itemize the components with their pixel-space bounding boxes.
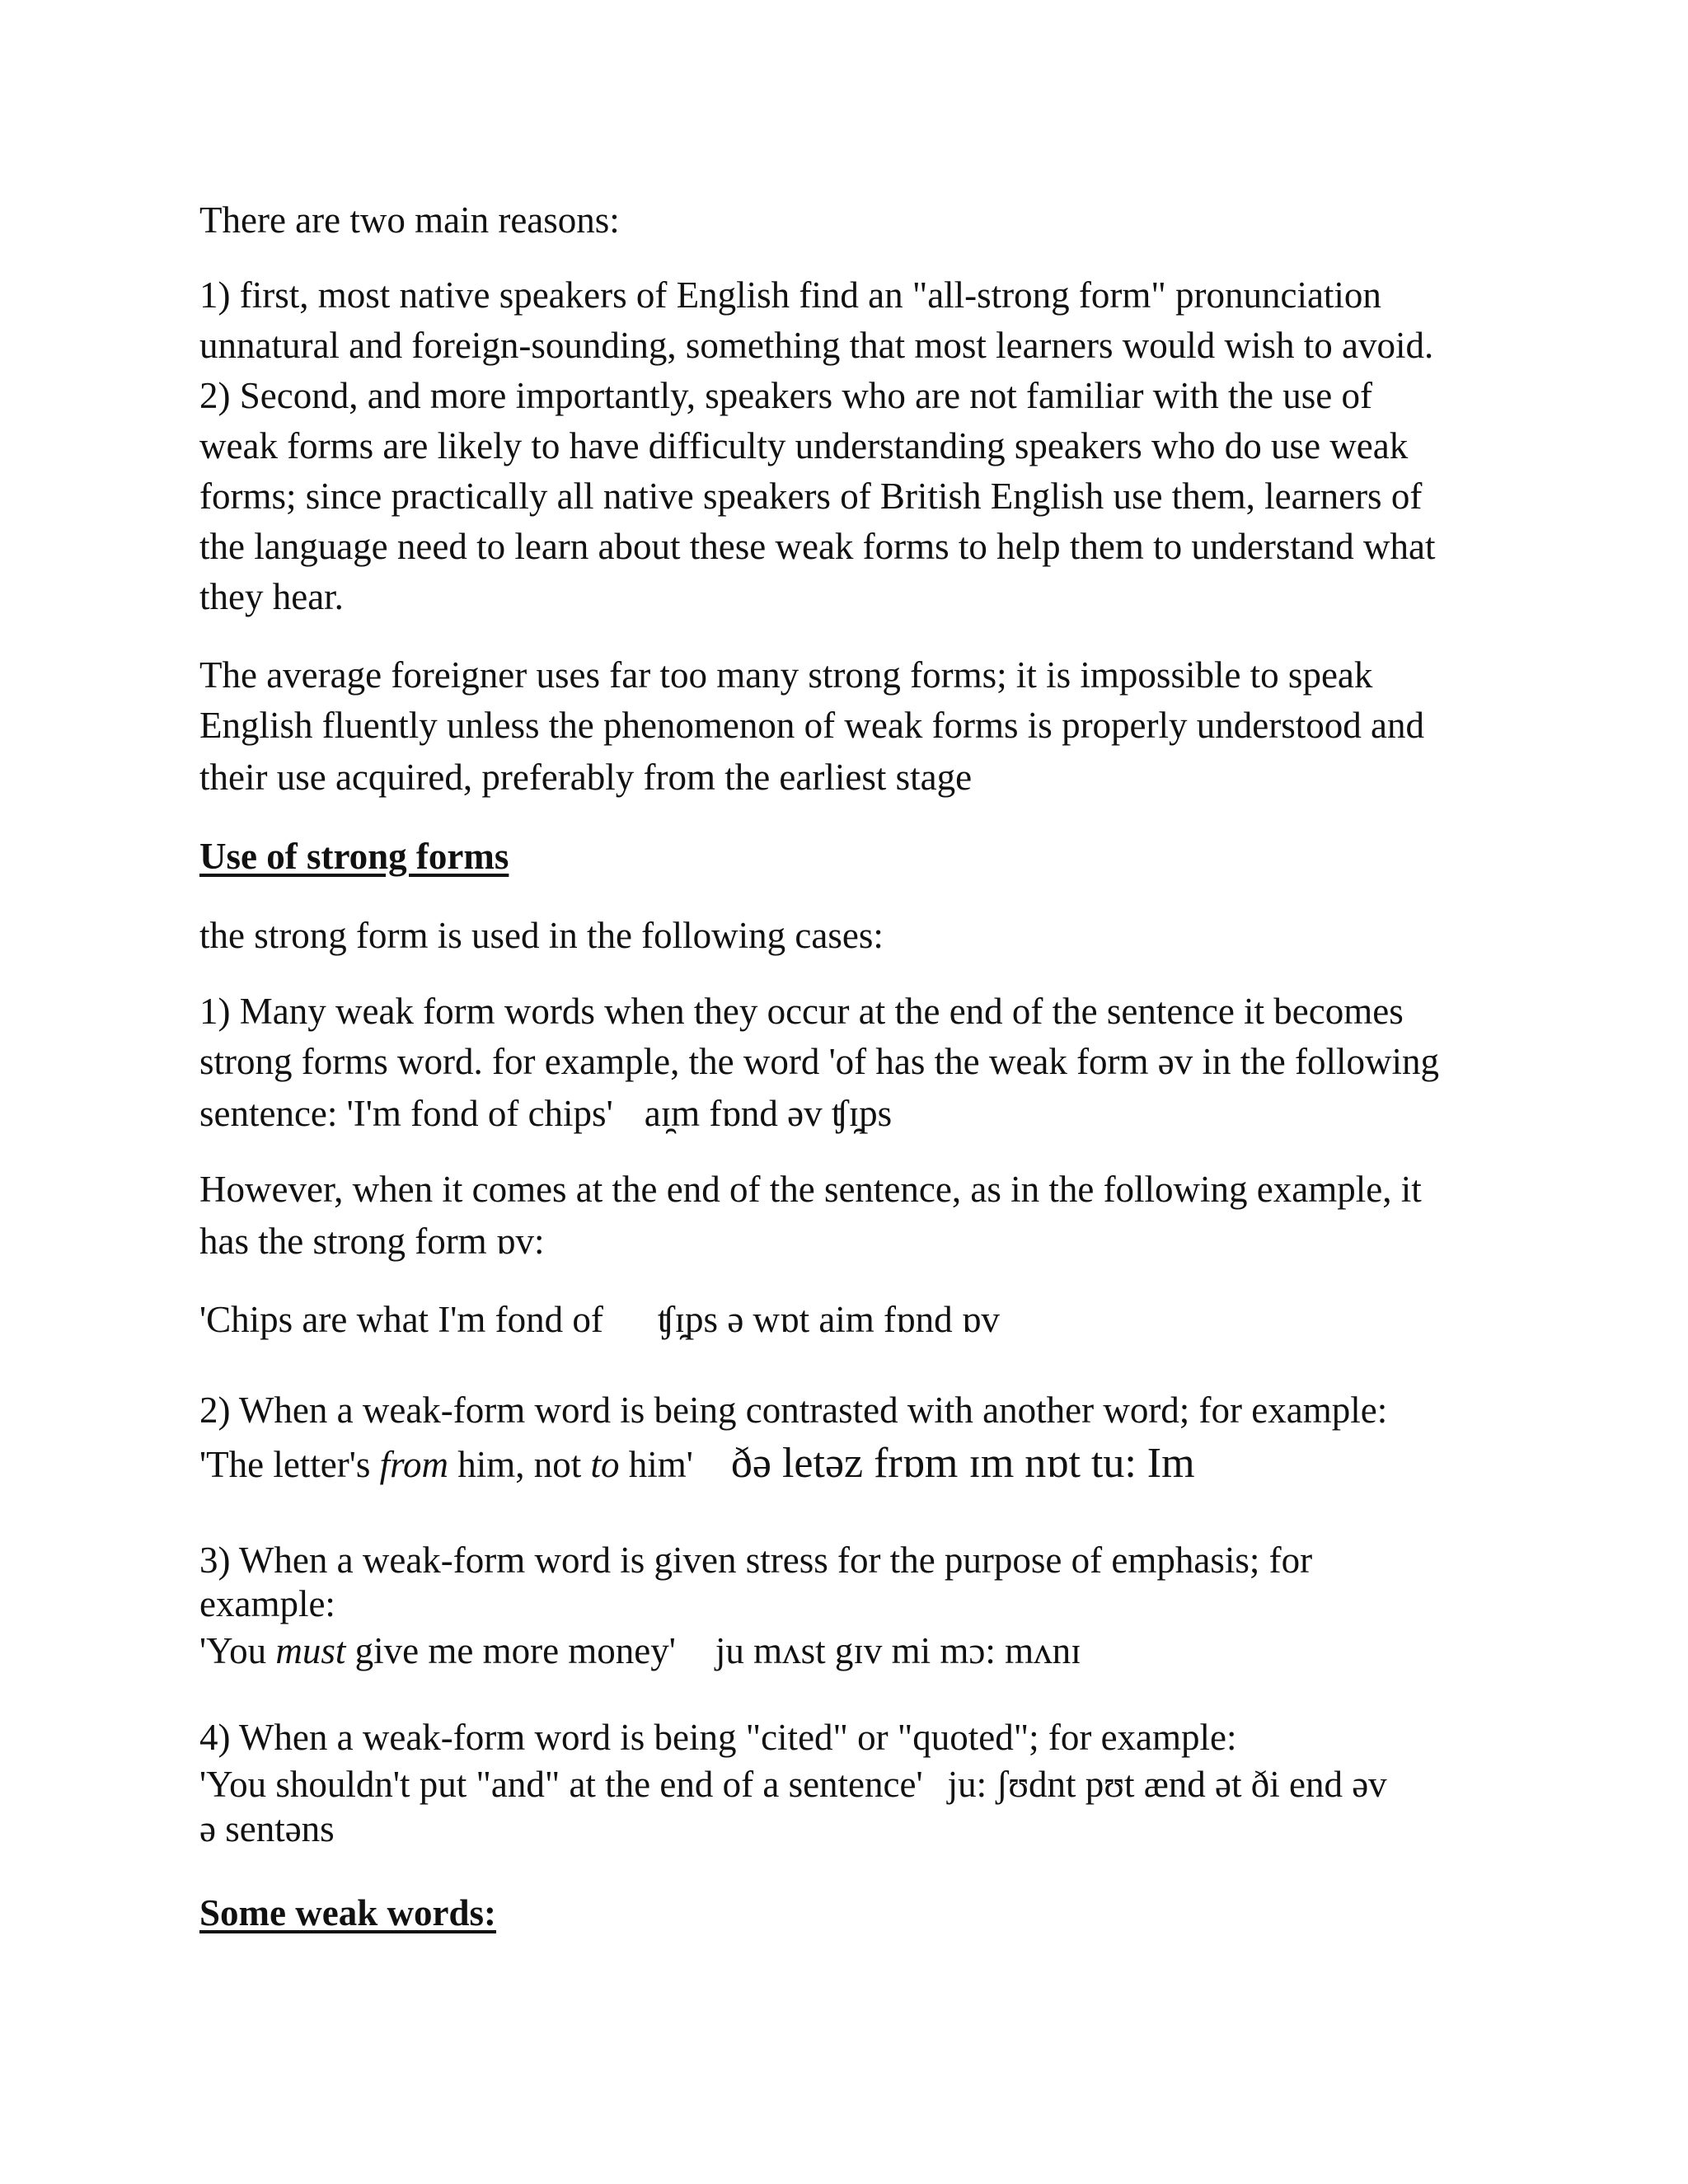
reason-line: the language need to learn about these weak forms to help them to understand what (199, 526, 1436, 567)
case1-example2-line (199, 1294, 1518, 1345)
heading-use-of-strong-forms: Use of strong forms (199, 836, 509, 877)
case2-example-to: to (590, 1444, 620, 1485)
case4-example-text: 'You shouldn't put "and" at the end of a sentence' (199, 1764, 923, 1805)
case3-example-pre: 'You (199, 1630, 276, 1671)
case1-example2-text: 'Chips are what I'm fond of (199, 1299, 603, 1340)
case1-however-line: However, when it comes at the end of the sentence, as in the following example, it (199, 1169, 1422, 1210)
case2-example-pre: 'The letter's (199, 1444, 380, 1485)
case2-example-mid: him, not (448, 1444, 591, 1485)
case2-example-from: from (379, 1444, 448, 1485)
reason-line: they hear. (199, 576, 344, 617)
case1-example-phonetic: aɪ̯m fɒnd əv ʧɪ̯ps (644, 1093, 893, 1134)
case2-example-phonetic: ðə letəz frɒm ɪm nɒt tu: Im (730, 1440, 1195, 1487)
case4-line: 4) When a weak-form word is being "cited" or "quoted"; for example: (199, 1717, 1237, 1758)
case3-example-phonetic: ju mʌst gɪv mi mɔ: mʌnɪ (715, 1630, 1081, 1671)
reason-line: 2) Second, and more importantly, speakers who are not familiar with the use of (199, 375, 1372, 416)
case2-line: 2) When a weak-form word is being contrasted with another word; for example: (199, 1390, 1388, 1431)
case3-line: 3) When a weak-form word is given stress for the purpose of emphasis; for (199, 1540, 1313, 1581)
case1-line: strong forms word. for example, the word 'of has the weak form əv in the following (199, 1041, 1439, 1082)
intro-line: There are two main reasons: (199, 199, 620, 241)
reason-line: weak forms are likely to have difficulty understanding speakers who do use weak (199, 425, 1409, 466)
case1-example-text: sentence: 'I'm fond of chips' (199, 1093, 613, 1134)
case1-line: 1) Many weak form words when they occur at the end of the sentence it becomes (199, 991, 1404, 1032)
case3-example-line (199, 1625, 1518, 1676)
case4-example-phonetic-cont: ə sentəns (199, 1808, 335, 1849)
reason-line: 1) first, most native speakers of English find an "all-strong form" pronunciation (199, 274, 1381, 316)
case4-example-line (199, 1759, 1518, 1810)
foreigner-line: their use acquired, preferably from the earliest stage (199, 757, 973, 798)
strong-intro-line: the strong form is used in the following cases: (199, 915, 884, 956)
case3-line: example: (199, 1583, 335, 1624)
case4-example-phonetic: ju: ʃʊdnt pʊt ænd ət ði end əv (947, 1764, 1387, 1805)
case2-example-post: him' (619, 1444, 693, 1485)
foreigner-line: English fluently unless the phenomenon of weak forms is properly understood and (199, 705, 1424, 746)
case3-example-post: give me more money' (345, 1630, 676, 1671)
foreigner-line: The average foreigner uses far too many strong forms; it is impossible to speak (199, 654, 1373, 696)
case2-example-line (199, 1438, 1518, 1490)
case1-however-line: has the strong form ɒv: (199, 1221, 545, 1262)
case1-example2-phonetic: ʧɪ̯ps ə wɒt aim fɒnd ɒv (657, 1299, 1000, 1340)
case1-example-line (199, 1088, 1518, 1139)
heading-some-weak-words: Some weak words: (199, 1892, 496, 1933)
reason-line: unnatural and foreign-sounding, something that most learners would wish to avoid. (199, 325, 1434, 366)
reason-line: forms; since practically all native speakers of British English use them, learners of (199, 476, 1423, 517)
case3-example-must: must (275, 1630, 346, 1671)
